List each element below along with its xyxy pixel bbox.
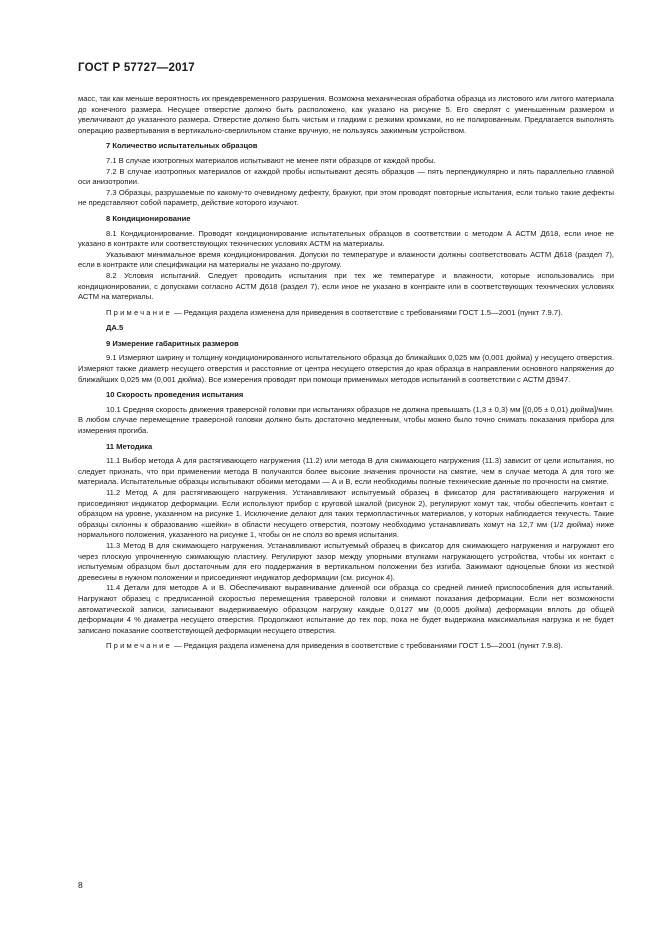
section-11-heading: 11 Методика: [106, 441, 153, 451]
section-9-heading: 9 Измерение габаритных размеров: [106, 338, 239, 348]
clause-8-1: 8.1 Кондиционирование. Проводят кондиционирование испытательных образцов в соответствии с методом А АСТМ Д618, если иное не указано в контракте или соответствующих технических условиях АСТМ на материалы.: [78, 228, 614, 249]
document-page: [78, 62, 614, 652]
note-label: Примечание: [106, 641, 172, 651]
section-8-heading: 8 Кондиционирование: [106, 213, 191, 223]
clause-8-2: 8.2 Условия испытаний. Следует проводить испытания при тех же температуре и влажности, которые использовались при кондиционировании, с допусками согласно АСТМ Д618 (раздел 7), если иное не указано в контракте или в соответствующих технических условиях АСТМ на материалы.: [78, 270, 614, 302]
clause-7-3: 7.3 Образцы, разрушаемые по какому-то очевидному дефекту, бракуют, при этом проводят повторные испытания, если только такие дефекты не представляют собой параметр, действие которого изучают.: [78, 187, 614, 208]
da5-label: ДА.5: [106, 323, 124, 333]
clause-7-1: 7.1 В случае изотропных материалов испытывают не менее пяти образцов от каждой пробы.: [106, 155, 436, 165]
clause-11-1: 11.1 Выбор метода А для растягивающего нагружения (11.2) или метода В для сжимающего нагружения (11.3) зависит от цели испытания, но следует признать, что при применении метода В получаются более высокие значения прочности на смятие, чем в случае метода А для того же материала. Испытательные образцы испытывают обоими методами — А и В, если необходимы полные технические данные по прочности на смятие.: [78, 456, 614, 487]
document-header: ГОСТ Р 57727—2017: [78, 62, 195, 74]
section-7-heading: 7 Количество испытательных образцов: [106, 141, 258, 151]
note-text: — Редакция раздела изменена для приведения в соответствие с требованиями ГОСТ 1.5—2001 (пункт 7.9.8).: [171, 641, 563, 651]
note-label: Примечание: [106, 307, 172, 317]
clause-11-2: 11.2 Метод А для растягивающего нагружения. Устанавливают испытуемый образец в фиксатор для растягивающего нагружения и присоединяют индикатор деформации. Если используют прибор с круговой шкалой (рисунок 2), регулируют хомут так, чтобы обеспечить контакт с образцом на уровне, указанном на рисунке 1. Исключение делают для таких термопластичных материалов, у которых наблюдается текучесть. Такие образцы склонны к образованию «шейки» в области несущего отверстия, поэтому необходимо устанавливать хомут на 12,7 мм (1/2 дюйма) ниже нормального положения, указанного на рисунке 1, чтобы он не сполз во время испытания.: [78, 488, 614, 540]
clause-10-1: 10.1 Средняя скорость движения траверсной головки при испытаниях образцов не должна превышать (1,3 ± 0,3) мм [(0,05 ± 0,01) дюйма]/мин. В любом случае перемещение траверсной головки должно быть достаточно медленным, чтобы можно было точно снимать показания прибора для измерения прогиба.: [78, 404, 614, 436]
clause-7-2: 7.2 В случае изотропных материалов от каждой пробы испытывают десять образцов — пять перпендикулярно и пять параллельно главной оси анизотропии.: [78, 166, 614, 187]
clause-11-4: 11.4 Детали для методов А и В. Обеспечивают выравнивание длинной оси образца со средней линией приспособления для испытаний. Нагружают образец с предписанной скоростью перемещения траверсной головки и снимают показания деформации. Если нет возможности автоматической записи, записывают выдерживаемую образцом нагрузку каждые 0,0127 мм (0,0005 дюйма) деформации вплоть до общей деформации 4 % диаметра несущего отверстия. Продолжают испытание до тех пор, пока не будет выдержана максимальная нагрузка и не будет записано показание соответствующей деформации несущего отверстия.: [78, 583, 614, 635]
section-8-note: [78, 308, 614, 319]
page-number: 8: [78, 880, 83, 890]
intro-paragraph: масс, так как меньше вероятность их преждевременного разрушения. Возможна механическая обработка образца из листового или литого материала до конечного размера. Несущее отверстие должно быть расположено, как указано на рисунке 5. Его сверлят с уменьшенным размером и увеличивают до указанного размера. Отверстие должно быть чистым и гладким с резкими кромками, но не полированным. Предлагается выполнять операцию развертывания в вертикально-сверлильном станке вручную, не пользуясь зажимным устройством.: [78, 94, 614, 135]
section-10-heading: 10 Скорость проведения испытания: [106, 390, 244, 400]
clause-11-3: 11.3 Метод В для сжимающего нагружения. Устанавливают испытуемый образец в фиксатор для сжимающего нагружения и нагружают его через плоскую упрочненную сжимающую пластину. Регулируют зазор между упорными втулками нагружающего устройства, чтобы их контакт с испытуемым образцом был достаточным для его поддержания в вертикальном положении без изгиба. Зажимают одноцелые блоки из жесткой древесины в нужном положении и присоединяют индикатор деформации (см. рисунок 4).: [78, 540, 614, 582]
clause-8-1-cont: Указывают минимальное время кондиционирования. Допуски по температуре и влажности должны соответствовать АСТМ Д618 (раздел 7), если в контракте или спецификации на материалы не указано по-другому.: [78, 249, 614, 270]
section-11-note: [78, 641, 614, 652]
clause-9-1: 9.1 Измеряют ширину и толщину кондиционированного испытательного образца до ближайших 0,025 мм (0,001 дюйма) у несущего отверстия. Измеряют также диаметр несущего отверстия и расстояние от центра несущего отверстия до края образца в направлении основного напряжения до ближайших 0,025 мм (0,001 дюйма). Все измерения проводят при помощи применимых методов испытаний в соответствии с АСТМ Д5947.: [78, 353, 614, 384]
note-text: — Редакция раздела изменена для приведения в соответствие с требованиями ГОСТ 1.5—2001 (пункт 7.9.7).: [171, 307, 563, 317]
